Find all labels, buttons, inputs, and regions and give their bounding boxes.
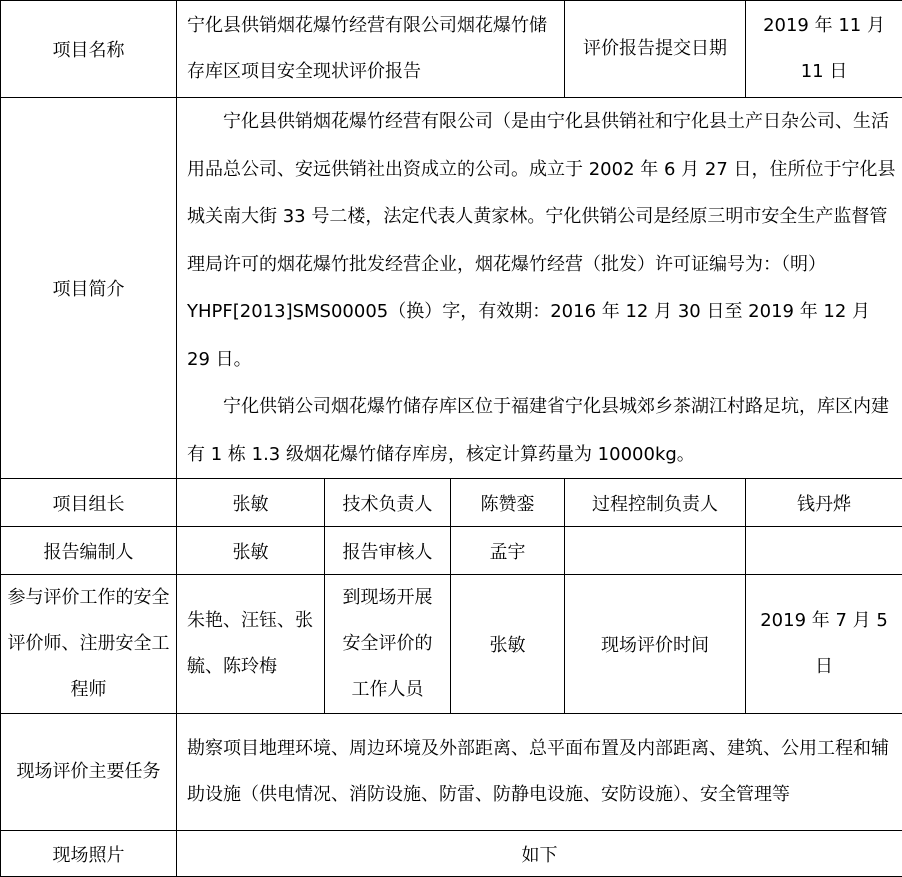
intro-paragraph-2: 宁化供销公司烟花爆竹储存库区位于福建省宁化县城郊乡茶湖江村路足坑，库区内建有 1 栋 1.3 级烟花爆竹储存库房，核定计算药量为 10000kg。 xyxy=(187,383,896,478)
author-row xyxy=(1,527,902,575)
project-name-row xyxy=(1,1,902,98)
project-leader-label: 项目组长 xyxy=(1,479,177,527)
submit-date-value: 2019 年 11 月 11 日 xyxy=(746,1,902,98)
participants-row xyxy=(1,575,902,714)
onsite-time-label: 现场评价时间 xyxy=(565,575,746,714)
tech-lead-label: 技术负责人 xyxy=(325,479,451,527)
project-name-label: 项目名称 xyxy=(1,1,177,98)
photos-row xyxy=(1,831,902,877)
leader-row xyxy=(1,479,902,527)
onsite-staff-label: 到现场开展安全评价的工作人员 xyxy=(325,575,451,714)
photos-value: 如下 xyxy=(177,831,902,877)
project-leader-value: 张敏 xyxy=(177,479,325,527)
main-tasks-row xyxy=(1,714,902,831)
report-author-label: 报告编制人 xyxy=(1,527,177,575)
submit-date-label: 评价报告提交日期 xyxy=(565,1,746,98)
process-control-label: 过程控制负责人 xyxy=(565,479,746,527)
empty-cell xyxy=(746,527,902,575)
participants-value: 朱艳、汪钰、张毓、陈玲梅 xyxy=(177,575,325,714)
report-reviewer-label: 报告审核人 xyxy=(325,527,451,575)
empty-cell xyxy=(565,527,746,575)
onsite-staff-value: 张敏 xyxy=(451,575,565,714)
photos-label: 现场照片 xyxy=(1,831,177,877)
participants-label: 参与评价工作的安全评价师、注册安全工程师 xyxy=(1,575,177,714)
onsite-time-value: 2019 年 7 月 5 日 xyxy=(746,575,902,714)
tech-lead-value: 陈赞銮 xyxy=(451,479,565,527)
main-tasks-content: 勘察项目地理环境、周边环境及外部距离、总平面布置及内部距离、建筑、公用工程和辅助设施（供电情况、消防设施、防雷、防静电设施、安防设施）、安全管理等 xyxy=(177,714,902,831)
project-intro-row xyxy=(1,98,902,479)
intro-paragraph-1: 宁化县供销烟花爆竹经营有限公司（是由宁化县供销社和宁化县土产日杂公司、生活用品总公司、安远供销社出资成立的公司。成立于 2002 年 6 月 27 日，住所位于宁化县城关南大街 33 号二楼，法定代表人黄家林。宁化供销公司是经原三明市安全生产监督管理局许可的烟花爆竹批发经营企业，烟花爆竹经营（批发）许可证编号为：（明）YHPF[2013]SMS00005（换）字，有效期：2016 年 12 月 30 日至 2019 年 12 月 29 日。 xyxy=(187,98,896,383)
project-intro-label: 项目简介 xyxy=(1,98,177,479)
report-author-value: 张敏 xyxy=(177,527,325,575)
project-name-value: 宁化县供销烟花爆竹经营有限公司烟花爆竹储存库区项目安全现状评价报告 xyxy=(177,1,565,98)
project-intro-content xyxy=(177,98,902,479)
main-tasks-label: 现场评价主要任务 xyxy=(1,714,177,831)
report-reviewer-value: 孟宇 xyxy=(451,527,565,575)
process-control-value: 钱丹烨 xyxy=(746,479,902,527)
